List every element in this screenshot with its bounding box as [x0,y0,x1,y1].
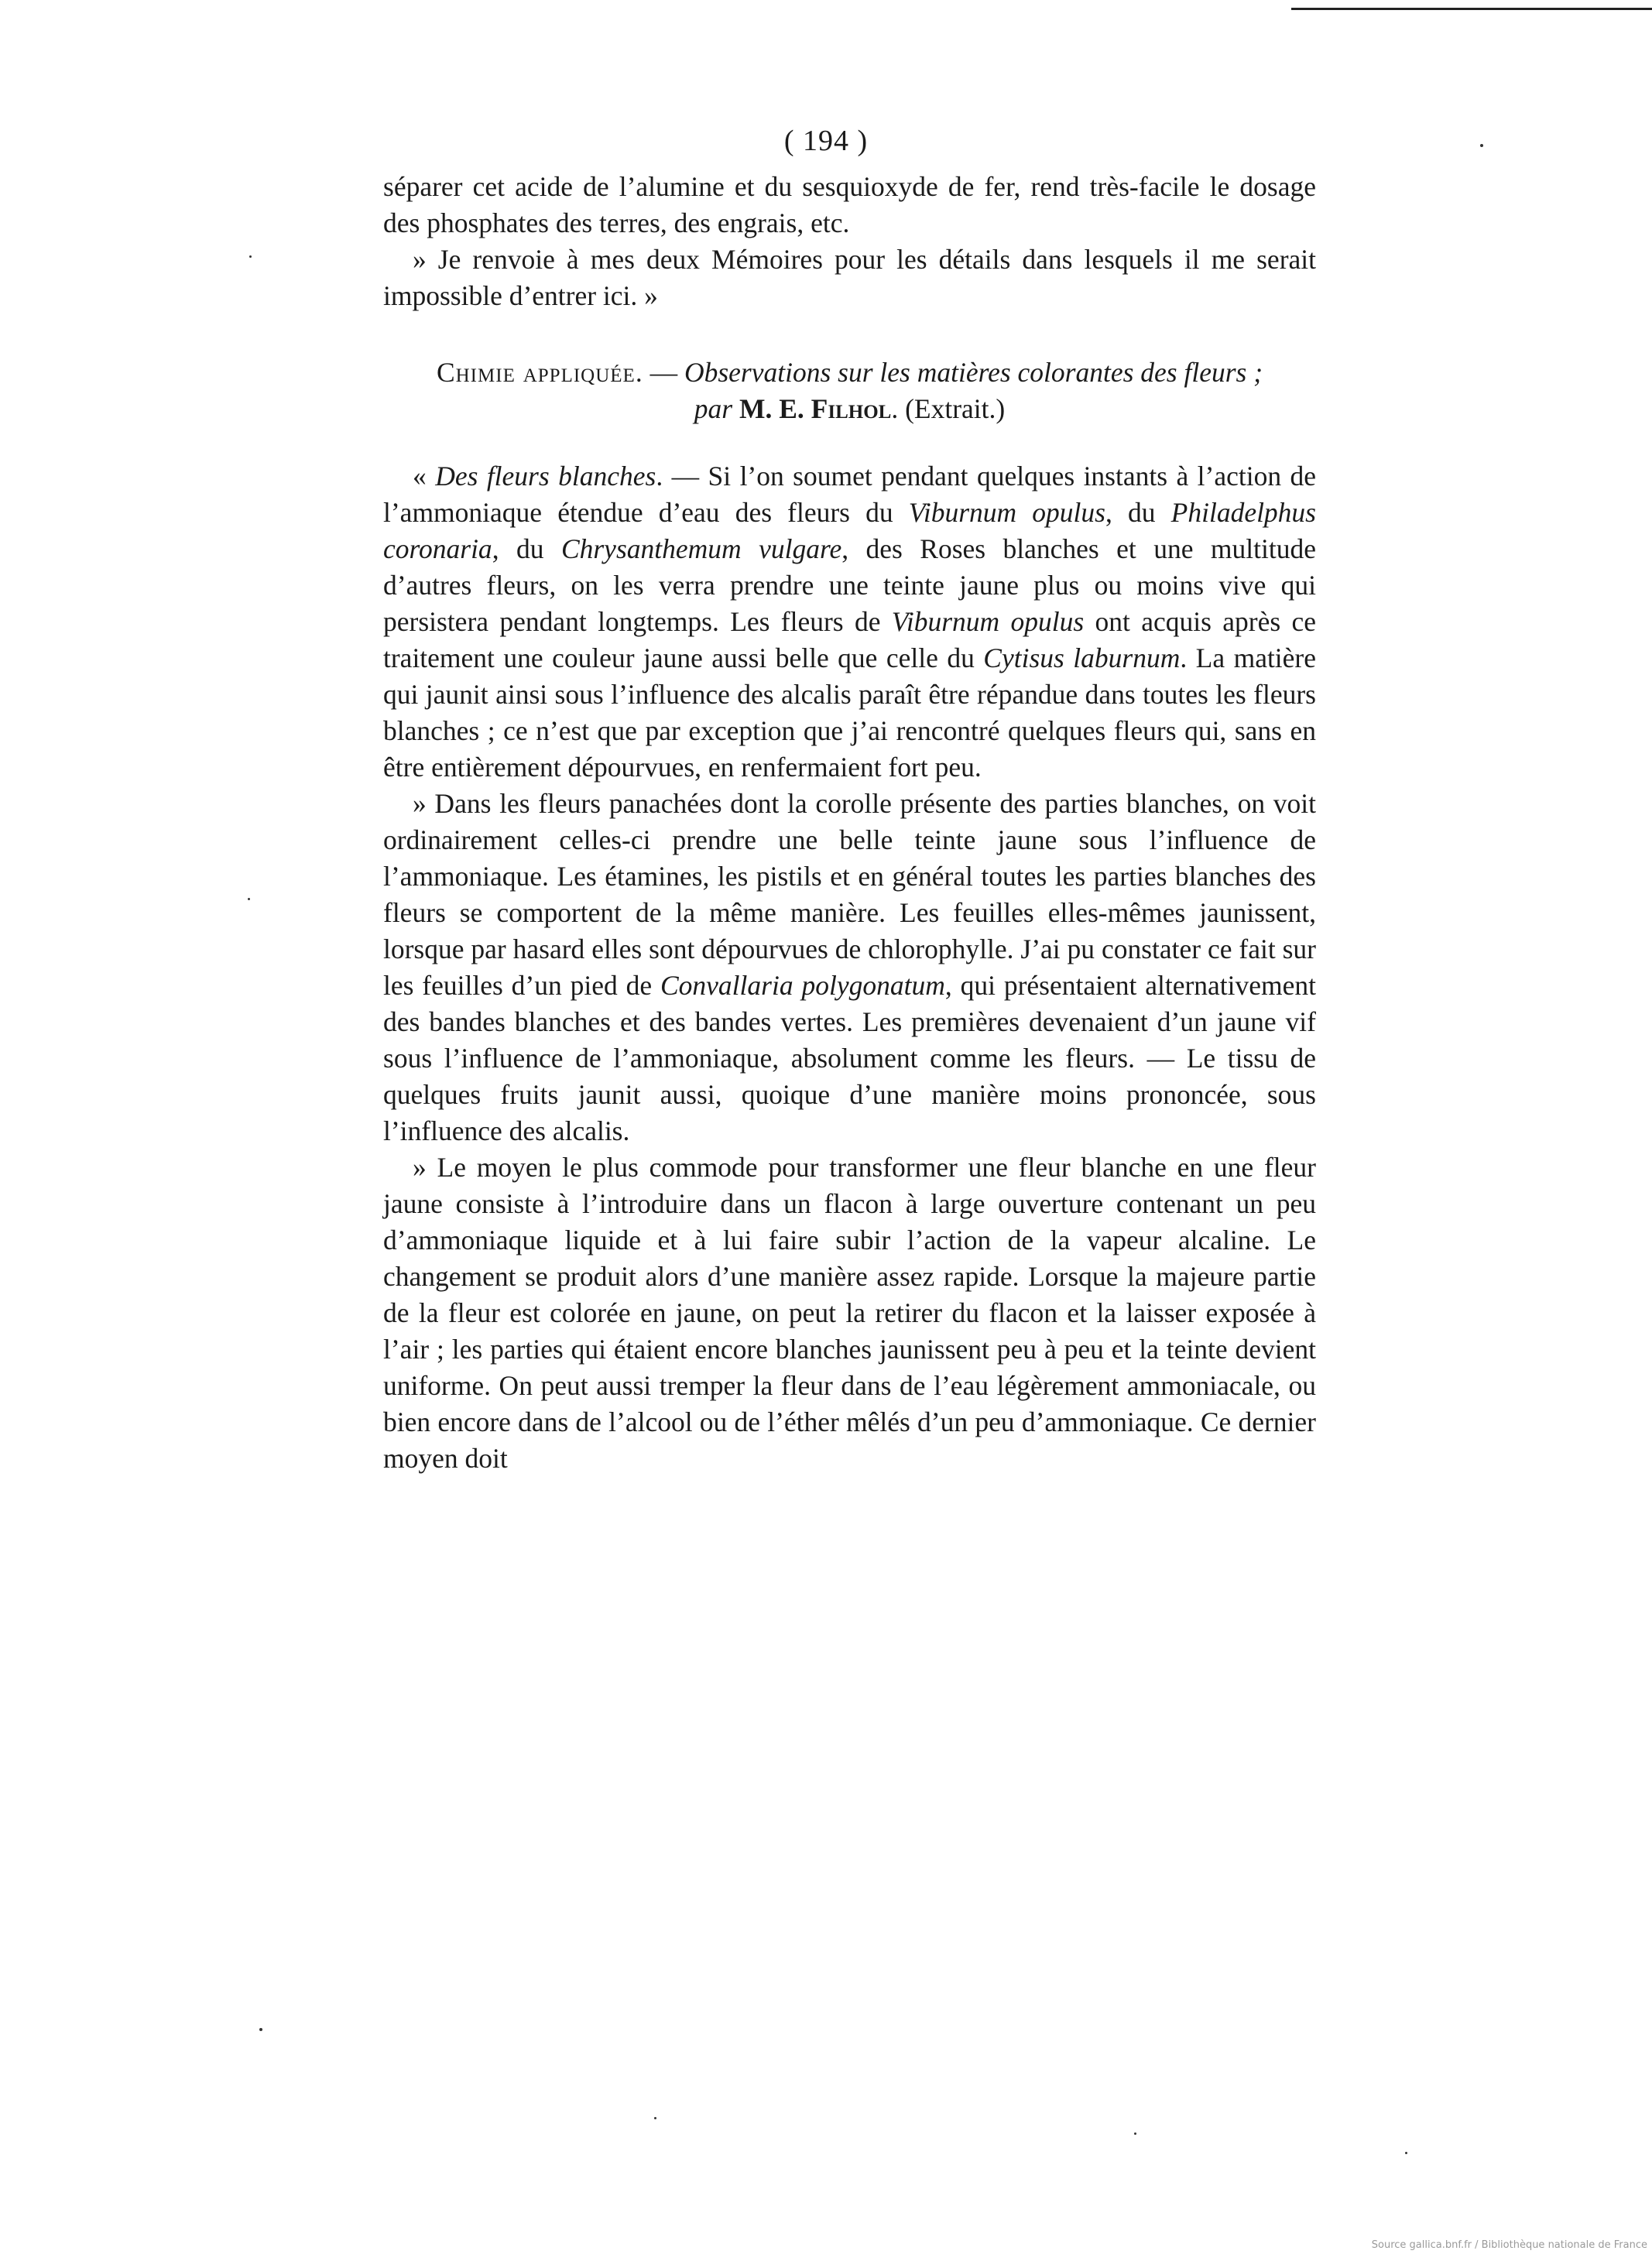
text-run: , du [492,533,561,564]
intro-continuation: séparer cet acide de l’alumine et du sesquioxyde de fer, rend très-facile le dosage des phosphates des terres, des engrais, etc. [383,171,1316,238]
scan-speck [259,2028,262,2031]
heading-line-2 [383,391,1316,427]
paragraph-3: » Le moyen le plus commode pour transformer une fleur blanche en une fleur jaune consiste à l’introduire dans un flacon à large ouverture contenant un peu d’ammoniaque liquide et à lui faire subir l’action de la vapeur alcaline. Le changement se produit alors d’une manière assez rapide. Lorsque la majeure partie de la fleur est colorée en jaune, on peut la retirer du flacon et la laisser exposée à l’air ; les parties qui étaient encore blanches jaunissent peu à peu et la teinte devient uniforme. On peut aussi tremper la fleur dans de l’eau légèrement ammoniacale, ou bien encore dans de l’alcool ou de l’éther mêlés d’un peu d’ammoniaque. Ce dernier moyen doit [383,1152,1316,1474]
scan-speck [1405,2152,1407,2154]
section-heading [383,355,1316,427]
page-number: ( 194 ) [783,125,869,157]
species-name: Viburnum opulus [908,497,1105,528]
heading-dash: — [643,357,684,388]
scan-speck [248,898,250,900]
scan-speck [654,2117,656,2119]
heading-by: par [694,393,733,424]
scan-speck [1480,144,1483,147]
species-name: Philadelphus coronaria [383,497,1317,564]
text-run: , du [1105,497,1171,528]
intro-text [383,169,1316,314]
species-name: Convallaria polygonatum [660,970,945,1001]
author-name: Filhol [811,393,892,424]
text-run: , des Roses blanches et une multitude d’autres fleurs, on les verra prendre une teinte jaune plus ou moins vive qui persistera pendant longtemps. Les fleurs de [383,533,1316,637]
body-text [383,458,1316,1477]
intro-paragraph: » Je renvoie à mes deux Mémoires pour les détails dans lesquels il me serait impossible d’entrer ici. » [383,244,1316,311]
text-run: , qui présentaient alternativement des bandes blanches et des bandes vertes. Les premières devenaient d’un jaune vif sous l’influence de l’ammoniaque, absolument comme les fleurs. — Le tissu de quelques fruits jaunit aussi, quoique d’une manière moins prononcée, sous l’influence des alcalis. [383,970,1316,1146]
paragraph-2 [383,786,1316,1149]
text-run: ont acquis après ce traitement une couleur jaune aussi belle que celle du [383,606,1317,673]
scan-speck [1134,2132,1136,2135]
text-run: » Dans les fleurs panachées dont la corolle présente des parties blanches, on voit ordinairement celles-ci prendre une belle teinte jaune sous l’influence de l’ammoniaque. Les étamines, les pistils et en général toutes les parties blanches des fleurs se comportent de la même manière. Les feuilles elles-mêmes jaunissent, lorsque par hasard elles sont dépourvues de chlorophylle. J’ai pu constater ce fait sur les feuilles d’un pied de [383,788,1316,1001]
text-run: . La matière qui jaunit ainsi sous l’influence des alcalis paraît être répandue dans toutes les fleurs blanches ; ce n’est que par exception que j’ai rencontré quelques fleurs qui, sans en être entièrement dépourvues, en renfermaient fort peu. [383,642,1317,783]
section-label: Chimie appliquée. [436,357,643,388]
species-name: Cytisus laburnum [983,642,1181,673]
top-rule [1291,8,1652,10]
heading-title: Observations sur les matières colorantes des fleurs ; [684,357,1263,388]
subheading-fleurs-blanches: Des fleurs blanches [435,461,656,492]
text-run: . — Si l’on soumet pendant quelques instants à l’action de l’ammoniaque étendue d’eau des fleurs du [383,461,1317,528]
quote-open: « [413,461,436,492]
source-credit: Source gallica.bnf.fr / Bibliothèque nationale de France [1371,2239,1647,2251]
author-initials: M. E. [739,393,804,424]
scan-speck [249,255,252,258]
heading-extract: . (Extrait.) [891,393,1006,424]
species-name: Chrysanthemum vulgare [560,533,842,564]
heading-line-1 [383,355,1316,391]
paragraph-1 [383,458,1316,786]
species-name: Viburnum opulus [891,606,1085,637]
